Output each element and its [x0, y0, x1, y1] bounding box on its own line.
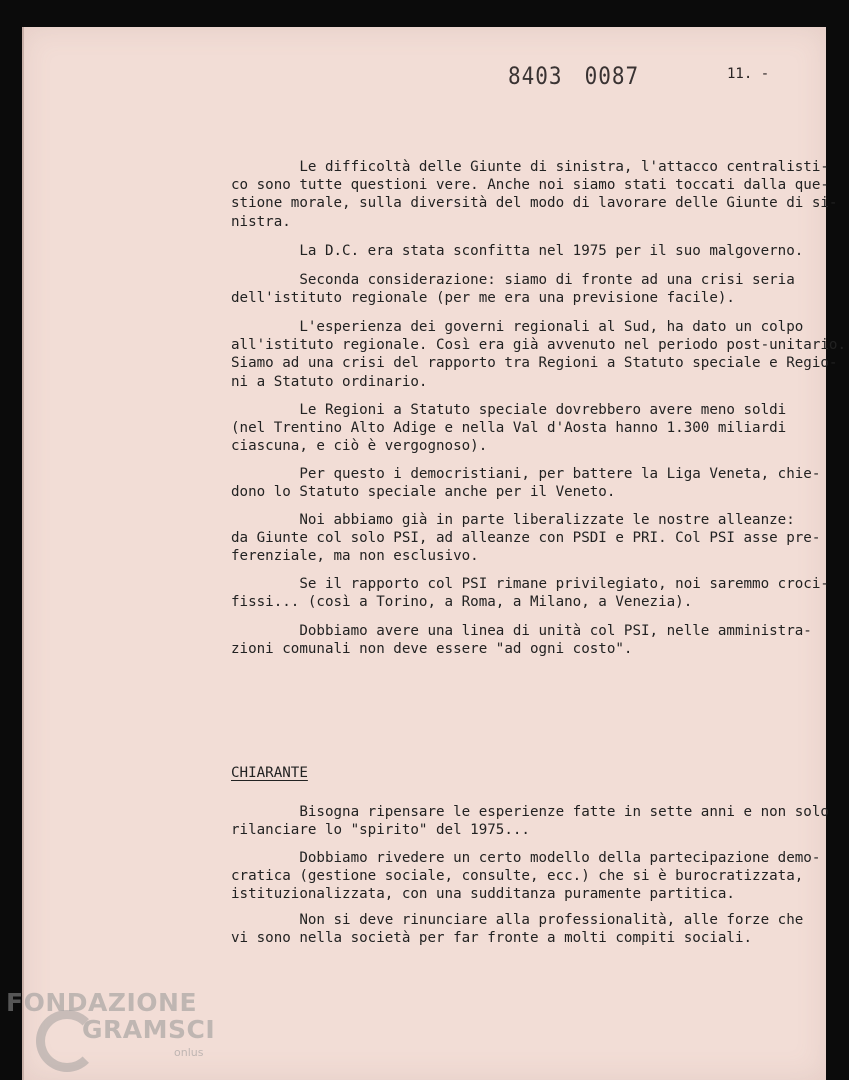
page-number: 11. -	[727, 66, 770, 82]
paragraph: Le Regioni a Statuto speciale dovrebbero avere meno soldi (nel Trentino Alto Adige e nella Val d'Aosta hanno 1.300 miliardi ciascuna, e ciò è vergognoso).	[231, 402, 787, 455]
paragraph: L'esperienza dei governi regionali al Sud, ha dato un colpo all'istituto regionale. Così era già avvenuto nel periodo post-unitario. Siamo ad una crisi del rapporto tra Regioni a Statuto speciale e ni a Statuto ordinario.	[231, 319, 846, 390]
paragraph: Seconda considerazione: siamo di fronte ad una crisi seria dell'istituto regionale (per me era una previsione facile).	[231, 272, 795, 307]
paragraph: Dobbiamo rivedere un certo modello della partecipazione demo- cratica (gestione sociale, consulte, ecc.) che si è burocratizzata, istituzionalizzata, con una sudditanza puramente partitica.	[231, 850, 821, 903]
paragraph: Noi abbiamo già in parte liberalizzate le nostre alleanze: da Giunte col solo PSI, ad alleanze con PSDI e PRI. Col PSI asse pre- ferenziale, ma non esclusivo.	[231, 512, 821, 565]
paragraph: Se il rapporto col PSI rimane privilegiato, noi saremmo croci- fissi... (così a Torino, a Roma, a Milano, a Venezia).	[231, 576, 829, 611]
paragraph: La D.C. era stata sconfitta nel 1975 per il suo malgoverno.	[231, 243, 804, 259]
stamp-number-right: 0087	[584, 62, 640, 90]
watermark-line-1: FONDAZIONE	[6, 988, 198, 1017]
paragraph: Dobbiamo avere una linea di unità col PSI, nelle amministra- zioni comunali non deve essere "ad ogni costo".	[231, 623, 812, 658]
foundation-watermark	[6, 988, 216, 1078]
stamp-number-left: 8403	[508, 62, 563, 90]
paragraph: Bisogna ripensare le esperienze fatte in sette anni e non rilanciare lo "spirito" del 1975...	[231, 804, 787, 839]
archive-stamp	[508, 62, 661, 90]
paragraph: Le difficoltà delle Giunte di sinistra, l'attacco centralisti- co sono tutte questioni vere. Anche noi siamo stati toccati dalla stione morale, sulla diversità del modo di lavorare delle Giunte di nistra.	[231, 159, 829, 230]
speaker-heading: CHIARANTE	[231, 765, 308, 781]
watermark-line-2: GRAMSCI	[82, 1015, 216, 1044]
page-edge	[22, 27, 24, 1080]
watermark-line-3: onlus	[174, 1046, 204, 1059]
paragraph: Non si deve rinunciare alla professionalità, alle forze che vi sono nella società per far fronte a molti compiti sociali.	[231, 912, 804, 947]
paragraph: Per questo i democristiani, per battere la Liga Veneta, chie- dono lo Statuto speciale anche per il Veneto.	[231, 466, 821, 501]
